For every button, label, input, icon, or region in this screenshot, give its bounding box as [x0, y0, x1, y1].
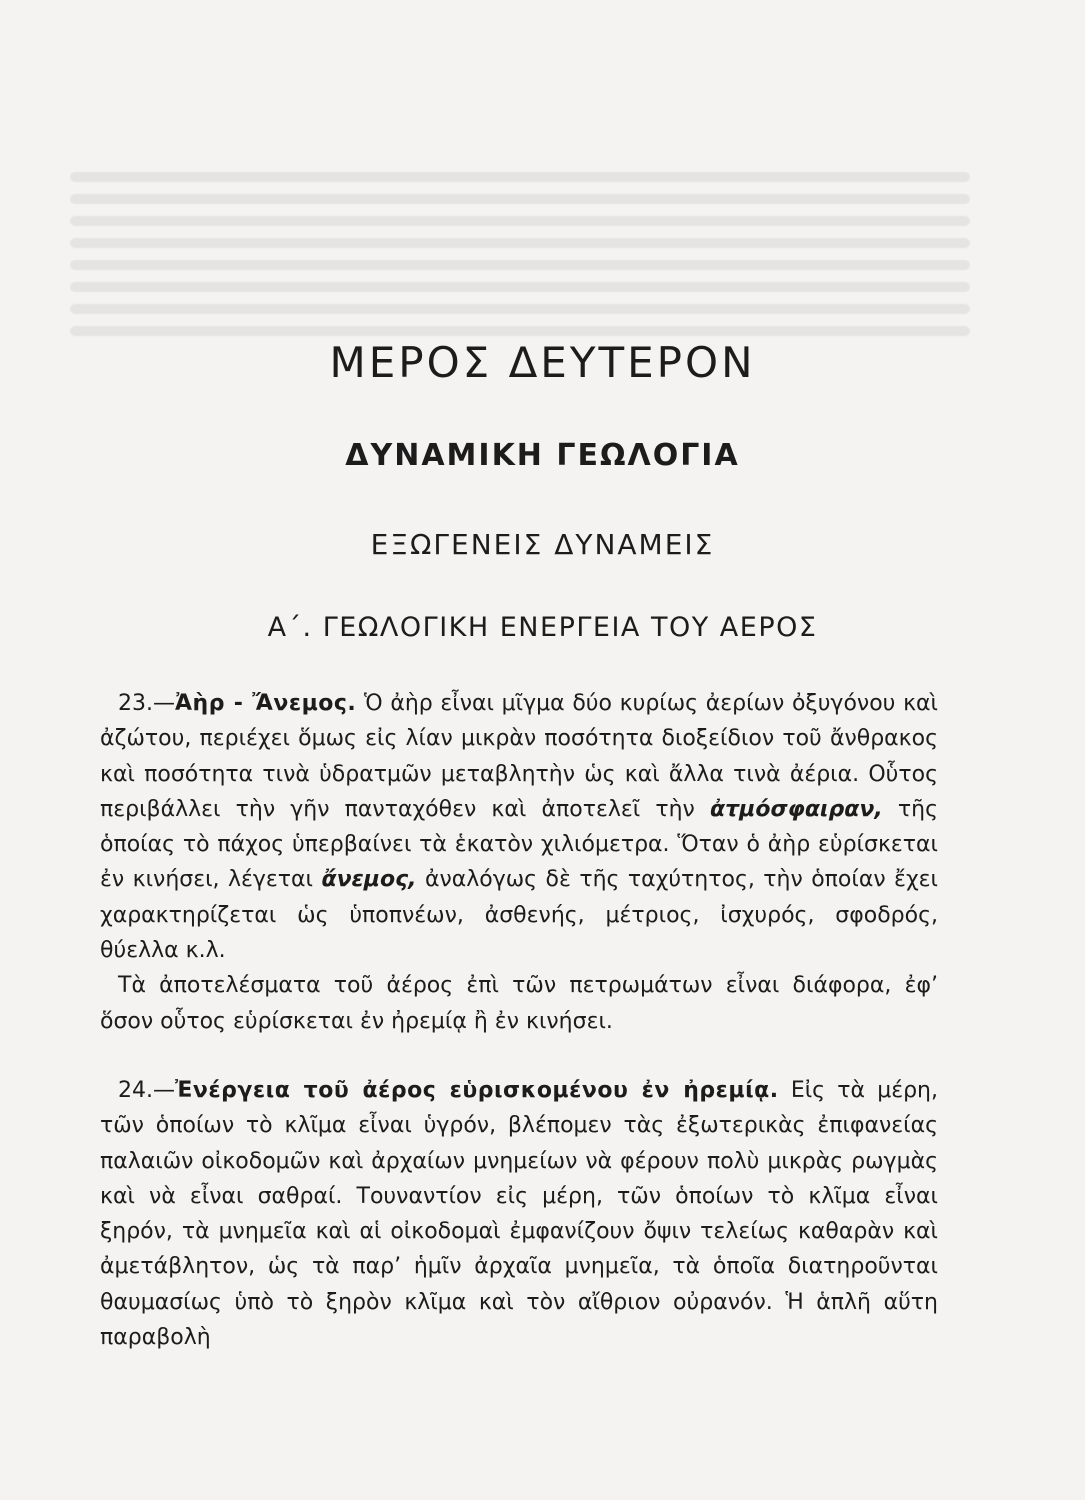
paragraph-number: 24.—: [118, 1078, 175, 1103]
bleed-line: [70, 260, 970, 270]
paragraph-number: 23.—: [118, 691, 175, 716]
subsection-title: ΕΞΩΓΕΝΕΙΣ ΔΥΝΑΜΕΙΣ: [370, 528, 715, 561]
paragraph-text: ἀναλόγως δὲ τῆς ταχύτητος, τὴν ὁποίαν ἔχει χαρακτηρίζεται ὡς ὑποπνέων, ἀσθενής, μέτριος, ἰσχυρός, σφοδρός, θύελλα κ.λ.: [100, 867, 938, 964]
bleed-line: [70, 216, 970, 226]
paragraph-text: τῆς ὁποίας τὸ πάχος ὑπερβαίνει τὰ ἑκατὸν χιλιόμετρα. Ὅταν ὁ ἀὴρ εὑρίσκεται ἐν κινήσει, λέγεται: [100, 796, 938, 893]
paragraph-text: Ὁ ἀὴρ εἶναι μῖγμα δύο κυρίως ἀερίων ὀξυγόνου καὶ ἀζώτου, περιέχει ὅμως εἰς λίαν μικρὰν ποσότητα διοξείδιον τοῦ ἄνθρακος καὶ ποσότητα τινὰ ὑδρατμῶν μεταβλητὴν ὡς καὶ ἄλλα τινὰ ἀέρια. Οὗτος περιβάλλει τὴν γῆν πανταχόθεν καὶ ἀποτελεῖ τὴν: [100, 691, 938, 822]
bleed-line: [70, 238, 970, 248]
bleed-line: [70, 304, 970, 314]
section-title: ΔΥΝΑΜΙΚΗ ΓΕΩΛΟΓΙΑ: [345, 438, 740, 473]
chapter-title: Α΄. ΓΕΩΛΟΓΙΚΗ ΕΝΕΡΓΕΙΑ ΤΟΥ ΑΕΡΟΣ: [267, 612, 818, 643]
paragraph-heading: Ἀὴρ - Ἄνεμος.: [175, 691, 357, 716]
show-through-text: [70, 160, 970, 348]
paragraph-24: [100, 1073, 938, 1355]
emphasized-term: ἄνεμος,: [321, 867, 417, 893]
paragraph-text: Τὰ ἀποτελέσματα τοῦ ἀέρος ἐπὶ τῶν πετρωμάτων εἶναι διάφορα, ἐφ’ ὅσον οὗτος εὑρίσκεται ἐν ἠρεμίᾳ ἢ ἐν κινήσει.: [100, 973, 938, 1034]
bleed-line: [70, 326, 970, 336]
paragraph-text: Εἰς τὰ μέρη, τῶν ὁποίων τὸ κλῖμα εἶναι ὑγρόν, βλέπομεν τὰς ἐξωτερικὰς ἐπιφανείας παλαιῶν οἰκοδομῶν καὶ ἀρχαίων μνημείων νὰ φέρουν πολὺ μικρὰς ρωγμὰς καὶ νὰ εἶναι σαθραί. Τουναντίον εἰς μέρη, τῶν ὁποίων τὸ κλῖμα εἶναι ξηρόν, τὰ μνημεῖα καὶ αἱ οἰκοδομαὶ ἐμφανίζουν ὄψιν τελείως καθαρὰν καὶ ἀμετάβλητον, ὡς τὰ παρ’ ἡμῖν ἀρχαῖα μνημεῖα, τὰ ὁποῖα διατηροῦνται θαυμασίως ὑπὸ τὸ ξηρὸν κλῖμα καὶ τὸν αἴθριον οὐρανόν. Ἡ ἁπλῆ αὕτη παραβολὴ: [100, 1078, 938, 1351]
paragraph-heading: Ἐνέργεια τοῦ ἀέρος εὑρισκομένου ἐν ἠρεμίᾳ.: [175, 1078, 779, 1103]
bleed-line: [70, 194, 970, 204]
bleed-line: [70, 282, 970, 292]
emphasized-term: ἀτμόσφαιραν,: [710, 796, 883, 822]
bleed-line: [70, 172, 970, 182]
part-title: ΜΕΡΟΣ ΔΕΥΤΕΡΟΝ: [329, 338, 756, 387]
paragraph-23: [100, 686, 938, 1039]
